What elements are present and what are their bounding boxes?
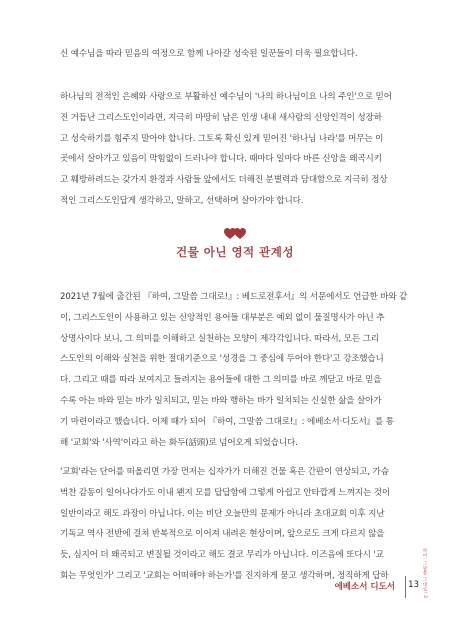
paragraph-line: 벅찬 감동이 일어나다가도 이내 왠지 모를 답답함에 그렇게 아쉽고 안타깝게 느껴지는 것이: [60, 487, 391, 498]
paragraph-line: 회는 무엇인가' 그리고 '교회는 어떠해야 하는가'를 진지하게 묻고 생각하며, 정직하게 답하: [60, 570, 389, 581]
paragraph-line: 이, 그리스도인이 사용하고 있는 신앙적인 용어들 대부분은 예외 없이 물질명사가 아닌 추: [60, 312, 385, 323]
paragraph-line: 다. 그리고 때를 따라 보여지고 들려지는 용어들에 대한 그 의미를 바로 깨닫고 바로 믿을: [60, 375, 382, 386]
paragraph-line: 일반이라고 해도 과장이 아닙니다. 이는 비단 오늘만의 문제가 아니라 초대교회 이후 지난: [60, 508, 385, 519]
paragraph-line: 신 예수님을 따라 믿음의 여정으로 함께 나아갈 성숙된 일꾼들이 더욱 필요합니다.: [60, 49, 358, 59]
paragraph-line: 고 훼방하려드는 갖가지 환경과 사람들 앞에서도 더해진 분별력과 담대함으로 지극히 정상: [60, 175, 388, 186]
paragraph-line: 스도인의 이해와 실천을 위한 절대기준으로 '성경을 그 중심에 두어야 한다'고 강조했습니: [60, 354, 384, 365]
side-running-title: 하여, 그말씀 그대로! 2: [422, 548, 427, 599]
paragraph-line: 곳에서 살아가고 있음이 막힘없이 드러나야 합니다. 때마다 일마다 바른 신앙을 왜곡시키: [60, 154, 382, 165]
section-heading: 건물 아닌 영적 관계성: [176, 245, 294, 259]
paragraph-line: 상명사이다 보니, 그 의미를 이해하고 실천하는 모양이 제각각입니다. 따라서, 모든 그리: [60, 333, 379, 344]
footer-divider: [405, 576, 406, 598]
paragraph-line: '교회'라는 단어를 떠올리면 가장 먼저는 십자가가 더해진 건물 혹은 간판이 연상되고, 가슴: [60, 467, 389, 477]
paragraph-4: [60, 462, 410, 587]
paragraph-2: [60, 87, 410, 212]
paragraph-line: 듯, 심지어 더 왜곡되고 변질될 것이라고 해도 결코 무리가 아닙니다. 이즈음에 또다시 '교: [60, 550, 384, 561]
paragraph-line: 적인 그리스도인답게 생각하고, 말하고, 선택하며 살아가야 합니다.: [60, 195, 304, 206]
page-footer: [300, 580, 425, 596]
paragraph-1: [60, 44, 410, 65]
page-number: 13: [408, 580, 419, 590]
paragraph-3: [60, 287, 410, 453]
paragraph-line: 수록 아는 바와 믿는 바가 일치되고, 믿는 바와 행하는 바가 일치되는 신실한 삶을 살아가: [60, 395, 382, 406]
paragraph-line: 고 성숙하기를 힘주지 말아야 합니다. 그토록 확신 있게 믿어진 '하나님 나라'를 머무는 이: [60, 133, 384, 144]
footer-book-title: 에베소서 디도서: [334, 582, 395, 592]
paragraph-line: 진 거듭난 그리스도인이라면, 지극히 마땅히 남은 인생 내내 새사람의 신앙인격이 성장하: [60, 112, 382, 123]
paragraph-line: 해 '교회'와 '사역'이라고 하는 화두(話頭)로 넘어오게 되었습니다.: [60, 437, 298, 448]
paragraph-line: 기독교 역사 전반에 걸쳐 반복적으로 이어져 내려온 현상이며, 앞으로도 크게 다르지 않을: [60, 529, 385, 540]
paragraph-line: 하나님의 전적인 은혜와 사랑으로 부활하신 예수님이 '나의 하나님이요 나의 주인'으로 믿어: [60, 92, 392, 102]
paragraph-line: 기 마련이라고 했습니다. 이제 때가 되어 『하여, 그말씀 그대로!』: 에베소서·디도서』를 통: [60, 416, 394, 427]
paragraph-line: 2021년 7월에 출간된 『하여, 그말씀 그대로!』: 베드로전후서』의 서문에서도 언급한 바와 같: [60, 292, 408, 302]
double-heart-icon: [224, 228, 246, 240]
